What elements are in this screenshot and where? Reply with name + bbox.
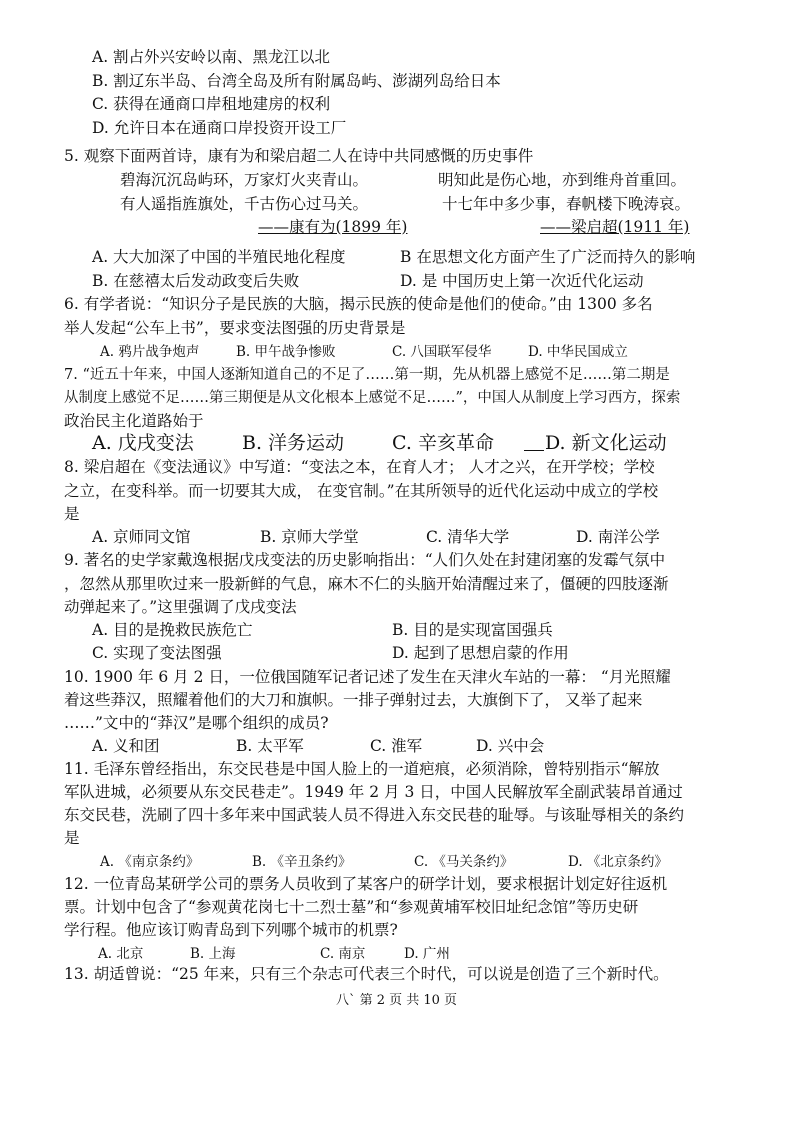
q5-poem2-line1: 明知此是伤心地，亦到维舟首重回。: [438, 171, 687, 189]
q12-stem-line2: 票。计划中包含了“参观黄花岗七十二烈士墓”和“参观黄埔军校旧址纪念馆”等历史研: [64, 898, 639, 916]
q5-poem1-line2: 有人遥指旌旗处，千古伤心过马关。: [120, 195, 369, 213]
q7-option-a: A. 戊戌变法: [92, 432, 194, 454]
q12-option-a: A. 北京: [98, 946, 144, 962]
q6-stem-line2: 举人发起“公车上书”，要求变法图强的历史背景是: [64, 319, 406, 337]
q8-stem-line3: 是: [64, 505, 80, 523]
q12-option-b: B. 上海: [190, 946, 236, 962]
q11-stem-line2: 军队进城，必须要从东交民巷走”。1949 年 2 月 3 日，中国人民解放军全副武装昂首通过: [64, 783, 683, 801]
q7-stem-line1: 7. “近五十年来，中国人逐渐知道自己的不足了……第一期，先从机器上感觉不足……第二期是: [64, 367, 670, 383]
q13-stem-line1: 13. 胡适曾说：“25 年来，只有三个杂志可代表三个时代，可以说是创造了三个新时代。: [64, 965, 669, 983]
q5-poem2-author: ——梁启超(1911 年): [540, 218, 690, 236]
answer-blank-line: [524, 450, 544, 451]
q4-option-b: B. 割辽东半岛、台湾全岛及所有附属岛屿、澎湖列岛给日本: [92, 72, 501, 90]
q6-option-b: B. 甲午战争惨败: [236, 344, 336, 360]
q8-stem-line2: 之立，在变科举。而一切要其大成， 在变官制。”在其所领导的近代化运动中成立的学校: [64, 482, 659, 500]
q4-option-a: A. 割占外兴安岭以南、黑龙江以北: [92, 48, 331, 66]
q7-option-c: C. 辛亥革命: [392, 432, 494, 454]
q10-stem-line3: ……”文中的“莽汉”是哪个组织的成员?: [64, 714, 329, 732]
q8-stem-line1: 8. 梁启超在《变法通议》中写道：“变法之本，在育人才； 人才之兴，在开学校；学校: [64, 458, 655, 476]
q5-option-b: B 在思想文化方面产生了广泛而持久的影响: [400, 248, 696, 266]
q5-poem1-line1: 碧海沉沉岛屿环，万家灯火夹青山。: [120, 171, 369, 189]
q9-option-c: C. 实现了变法图强: [92, 644, 222, 662]
page-footer: 八` 第 2 页 共 10 页: [335, 993, 458, 1008]
q9-stem-line2: ，忽然从那里吹过来一股新鲜的气息，麻木不仁的头脑开始清醒过来了，僵硬的四肢逐渐: [64, 575, 669, 593]
q6-option-d: D. 中华民国成立: [528, 344, 628, 360]
q5-stem: 5. 观察下面两首诗，康有为和梁启超二人在诗中共同感慨的历史事件: [64, 147, 534, 165]
q12-stem-line1: 12. 一位青岛某研学公司的票务人员收到了某客户的研学计划，要求根据计划定好往返机: [64, 875, 668, 893]
q11-stem-line4: 是: [64, 829, 80, 847]
q5-poem2-line2: 十七年中多少事，春帆楼下晚涛哀。: [442, 195, 691, 213]
q5-option-d: D. 是 中国历史上第一次近代化运动: [400, 272, 644, 290]
q11-option-c: C. 《马关条约》: [414, 854, 514, 870]
q12-option-c: C. 南京: [320, 946, 366, 962]
q10-stem-line2: 着这些莽汉，照耀着他们的大刀和旗帜。一排子弹射过去，大旗倒下了， 又举了起来: [64, 691, 643, 709]
q5-option-c: B. 在慈禧太后发动政变后失败: [92, 272, 300, 290]
q5-poem1-author: ——康有为(1899 年): [258, 218, 408, 236]
q8-option-b: B. 京师大学堂: [260, 528, 359, 546]
q8-option-c: C. 清华大学: [426, 528, 510, 546]
q7-stem-line2: 从制度上感觉不足……第三期便是从文化根本上感觉不足……”，中国人从制度上学习西方，探索: [64, 390, 681, 406]
q10-option-b: B. 太平军: [236, 737, 304, 755]
q9-stem-line3: 动弹起来了。”这里强调了戊戌变法: [64, 598, 297, 616]
q8-option-a: A. 京师同文馆: [92, 528, 191, 546]
q10-stem-line1: 10. 1900 年 6 月 2 日，一位俄国随军记者记述了发生在天津火车站的一幕： “月光照耀: [64, 668, 671, 686]
q7-stem-line3: 政治民主化道路始于: [64, 412, 204, 430]
q4-option-c: C. 获得在通商口岸租地建房的权利: [92, 95, 331, 113]
q10-option-d: D. 兴中会: [476, 737, 545, 755]
q9-option-a: A. 目的是挽救民族危亡: [92, 621, 253, 639]
q12-stem-line3: 学行程。他应该订购青岛到下列哪个城市的机票?: [64, 921, 398, 939]
q11-option-d: D. 《北京条约》: [568, 854, 668, 870]
q10-option-a: A. 义和团: [92, 737, 160, 755]
q5-option-a: A. 大大加深了中国的半殖民地化程度: [92, 248, 346, 266]
q4-option-d: D. 允许日本在通商口岸投资开设工厂: [92, 119, 347, 137]
q6-option-a: A. 鸦片战争炮声: [100, 344, 200, 360]
q7-option-b: B. 洋务运动: [242, 432, 345, 454]
q7-option-d: D. 新文化运动: [545, 432, 667, 454]
q12-option-d: D. 广州: [404, 946, 450, 962]
q9-stem-line1: 9. 著名的史学家戴逸根据戊戌变法的历史影响指出：“人们久处在封建闭塞的发霉气氛中: [64, 551, 666, 569]
q6-stem-line1: 6. 有学者说：“知识分子是民族的大脑，揭示民族的使命是他们的使命。”由 1300 多名: [64, 295, 653, 313]
q11-stem-line1: 11. 毛泽东曾经指出，东交民巷是中国人脸上的一道疤痕，必须消除，曾特别指示“解放: [64, 760, 660, 778]
q9-option-d: D. 起到了思想启蒙的作用: [392, 644, 569, 662]
q8-option-d: D. 南洋公学: [576, 528, 660, 546]
q6-option-c: C. 八国联军侵华: [392, 344, 492, 360]
q11-stem-line3: 东交民巷，洗刷了四十多年来中国武装人员不得进入东交民巷的耻辱。与该耻辱相关的条约: [64, 806, 685, 824]
q11-option-b: B. 《辛丑条约》: [252, 854, 352, 870]
q9-option-b: B. 目的是实现富国强兵: [392, 621, 553, 639]
q10-option-c: C. 淮军: [370, 737, 423, 755]
q11-option-a: A. 《南京条约》: [100, 854, 200, 870]
